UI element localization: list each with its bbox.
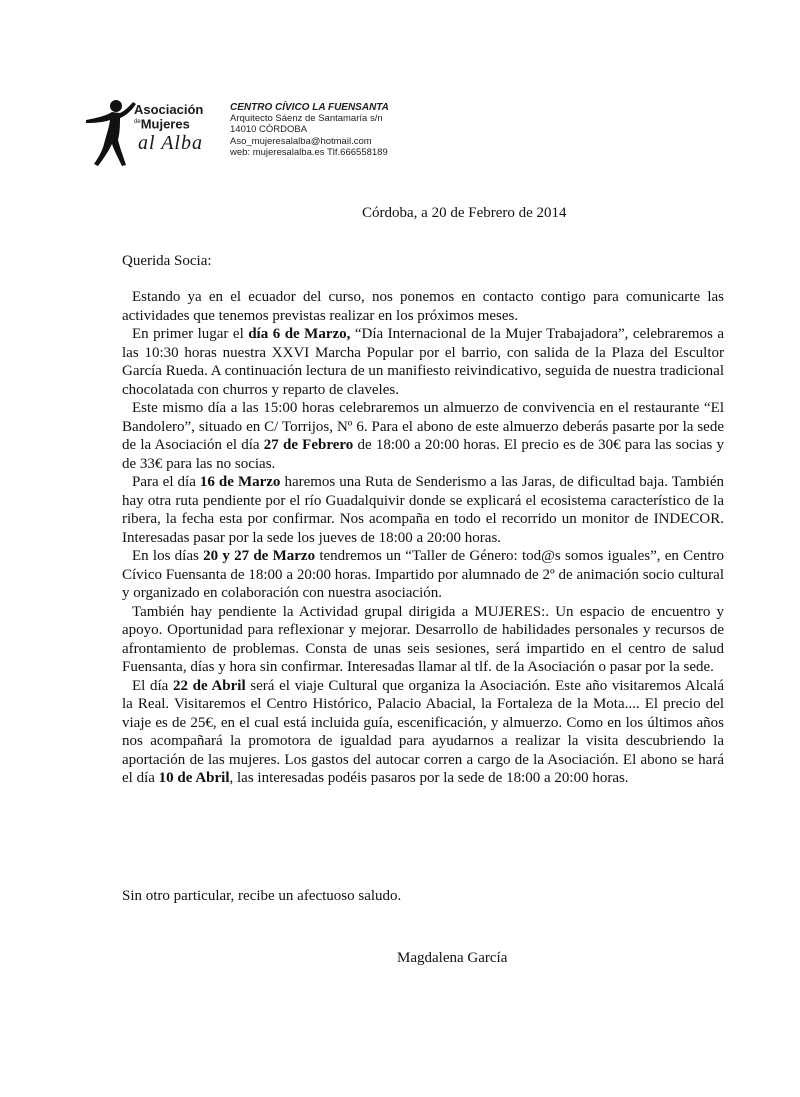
org-script-name: al Alba (138, 132, 203, 154)
org-name-line1: Asociación (134, 102, 204, 117)
paragraph-hiking (122, 473, 724, 547)
text-run: Para el día (132, 474, 200, 490)
email-line: Aso_mujeresalalba@hotmail.com (230, 135, 372, 147)
address-line: Arquitecto Sáenz de Santamaría s/n (230, 113, 383, 125)
contact-block (230, 102, 389, 158)
city-line: 14010 CÓRDOBA (230, 124, 308, 136)
text-run: tendremos un “Taller de Género: tod@s somos iguales”, en Centro Cívico Fuensanta de 18:00 a 20:00 horas. Impartido por alumnado de 2º de animación socio cultural y organizado en colaboración con nuestra asociación. (122, 548, 724, 601)
text-run: El día (132, 677, 173, 694)
paragraph-gender-workshop (122, 547, 724, 603)
org-name-mujeres: Mujeres (140, 116, 190, 132)
org-name-line2 (134, 116, 234, 130)
paragraph-lunch (122, 399, 724, 473)
text-run: En los días (132, 548, 204, 564)
paragraph-cultural-trip (122, 677, 724, 788)
letter-body (122, 288, 724, 788)
greeting: Querida Socia: (122, 253, 212, 269)
org-name (134, 104, 234, 130)
date-line: Córdoba, a 20 de Febrero de 2014 (362, 205, 567, 221)
dancing-woman-logo-icon (82, 96, 138, 168)
letterhead (82, 96, 442, 170)
center-name: CENTRO CÍVICO LA FUENSANTA (230, 102, 389, 113)
closing-line: Sin otro particular, recibe un afectuoso saludo. (122, 888, 402, 904)
paragraph-group-activity: También hay pendiente la Actividad grupal dirigida a MUJERES:. Un espacio de encuentro y apoyo. Oportunidad para reflexionar y mejorar. Desarrollo de habilidades personales y recursos de afrontamiento de problemas. Consta de unas seis sesiones, será impartido en el centro de salud Fuensanta, días y hora sin confirmar. Interesadas llamar al tlf. de la Asociación o pasar por la sede. (122, 603, 724, 675)
paragraph-march-8 (122, 325, 724, 399)
web-phone-line: web: mujeresalalba.es Tlf.666558189 (230, 146, 388, 158)
text-run: haremos una Ruta de Senderismo a las Jaras, de dificultad baja. También hay otra ruta pendiente por el río Guadalquivir donde se explicará el ecosistema característico de la ribera, la fecha esta por confirmar. Nos acompaña en todo el recorrido un monitor de INDECOR. Interesadas pasar por la sede los jueves de 18:00 a 20:00 horas. (122, 474, 724, 546)
text-run: En primer lugar el (132, 326, 249, 342)
bold-date: 20 y 27 de Marzo (203, 548, 316, 564)
bold-date: 27 de Febrero (263, 437, 354, 453)
paragraph-intro: Estando ya en el ecuador del curso, nos ponemos en contacto contigo para comunicarte las actividades que tenemos previstas realizar en los próximos meses. (122, 289, 724, 324)
org-name-de: de (134, 119, 141, 125)
bold-date: 22 de Abril (172, 677, 246, 694)
text-run: será el viaje Cultural que organiza la Asociación. Este año visitaremos Alcalá la Real. Visitaremos el Centro Histórico, Palacio Abacial, la Fortaleza de la Mota.... El precio del viaje es de 25€, en el cual está incluida guía, escenificación, y almuerzo. Como en los últimos años nos acompañará la promotora de igualdad para ayudarnos a realizar la visita descubriendo la aportación de las mujeres. Los gastos del autocar corren a cargo de la Asociación. El abono se hará el día (122, 677, 725, 786)
bold-date: día 6 de Marzo, (248, 326, 351, 342)
text-run: “Día Internacional de la Mujer Trabajadora”, celebraremos a las 10:30 horas nuestra XXVI Marcha Popular por el barrio, con salida de la Plaza del Escultor García Rueda. A continuación lectura de un manifiesto reivindicativo, seguida de nuestra tradicional chocolatada con churros y reparto de claveles. (122, 326, 725, 398)
bold-date: 16 de Marzo (199, 474, 281, 490)
text-run: , las interesadas podéis pasaros por la sede de 18:00 a 20:00 horas. (229, 770, 629, 786)
text-run: Este mismo día a las 15:00 horas celebraremos un almuerzo de convivencia en el restaurante “El Bandolero”, situado en C/ Torrijos, Nº 6. Para el abono de este almuerzo deberás pasarte por la sede de la Asociación el día (122, 400, 724, 453)
signature: Magdalena García (397, 950, 508, 966)
text-run: de 18:00 a 20:00 horas. El precio es de 30€ para las socias y de 33€ para las no socias. (122, 437, 725, 472)
bold-date: 10 de Abril (158, 770, 230, 786)
